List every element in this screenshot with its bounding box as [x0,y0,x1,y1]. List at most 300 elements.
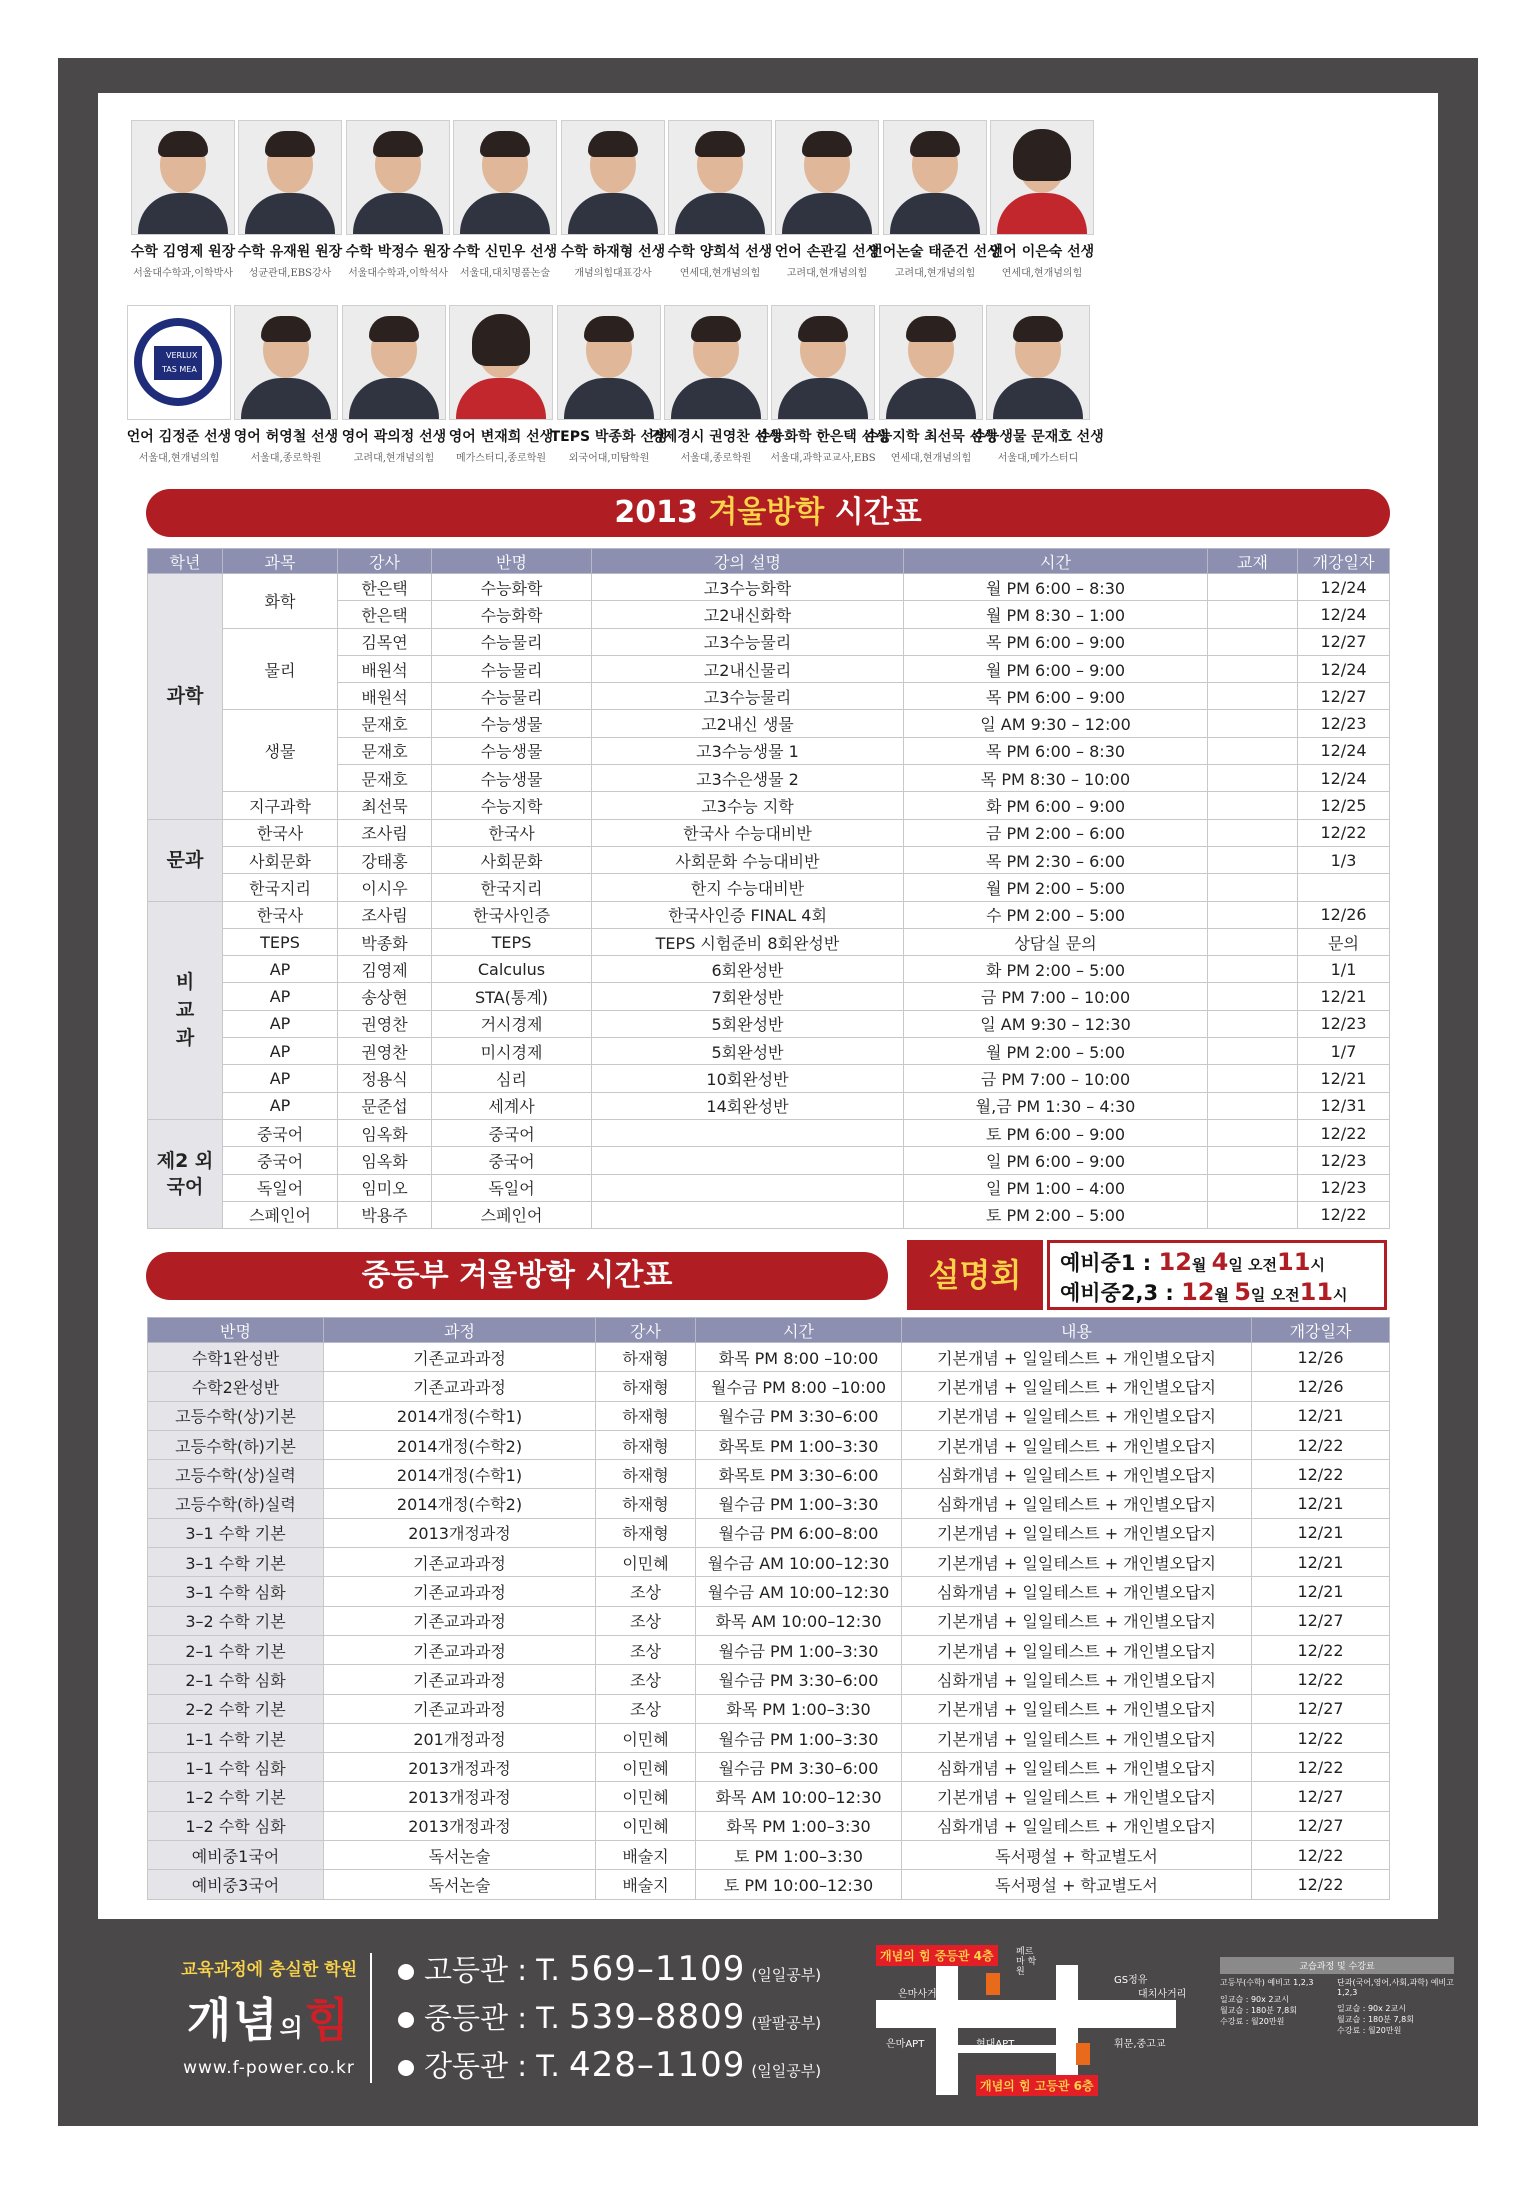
brand-block [144,1955,394,2078]
table-cell: 12/22 [1298,819,1390,846]
table-cell: 금 PM 7:00 – 10:00 [904,983,1208,1010]
class-name-cell: 3–1 수학 기본 [148,1548,324,1577]
table-cell: 강태홍 [338,846,432,873]
table-cell: 문의 [1298,928,1390,955]
table-cell: 하재형 [596,1372,696,1401]
table-cell: 심화개념 + 일일테스트 + 개인별오답지 [902,1489,1252,1518]
teacher-card [971,120,1113,279]
table-cell: 12/21 [1298,1065,1390,1092]
class-name-cell: 고등수학(상)기본 [148,1401,324,1430]
table-cell: 목 PM 6:00 – 9:00 [904,628,1208,655]
phone-mnemonic: (일일공부) [751,2062,822,2080]
table-cell: 조사림 [338,819,432,846]
map-place-4: 은마APT [886,2039,925,2050]
class-name-cell: 예비중3국어 [148,1870,324,1899]
teacher-credentials: 외국어대,미탐학원 [568,453,650,464]
teacher-body [993,378,1083,420]
table-cell: 토 PM 10:00–12:30 [696,1870,902,1899]
contact-row [398,2041,898,2089]
table-cell [1208,737,1298,764]
phone-number[interactable]: 539–8809 [568,1997,746,2037]
table-cell: 권영찬 [338,1038,432,1065]
table-cell: 월수금 AM 10:00–12:30 [696,1577,902,1606]
subject-cell: AP [223,956,338,983]
table-cell: 12/21 [1252,1577,1390,1606]
middle-timetable-banner [146,1252,888,1300]
table-cell: 월수금 AM 10:00–12:30 [696,1548,902,1577]
teacher-credentials: 서울대수학과,이학박사 [133,268,233,279]
table-cell: 고3수능 지학 [592,792,904,819]
teacher-name: 수학 양희석 선생 [667,244,773,260]
map-place-3: 대치사거리 [1138,1989,1187,2000]
table-cell: 12/22 [1252,1753,1390,1782]
table-cell: 이민혜 [596,1548,696,1577]
table-cell: 기존교과과정 [324,1577,596,1606]
table-cell: 5회완성반 [592,1010,904,1037]
teacher-name: 수능생물 문재호 선생 [972,429,1104,445]
location-map [876,1945,1248,2097]
contact-row [398,1993,898,2041]
table-cell [592,1201,904,1228]
group-cell: 제2 외국어 [148,1119,223,1228]
table-cell: 월 PM 2:00 – 5:00 [904,1038,1208,1065]
table-cell: 12/21 [1252,1401,1390,1430]
table-row [148,1010,1390,1037]
table-cell: 고2내신 생물 [592,710,904,737]
table-cell [1208,683,1298,710]
fee-table [1220,1957,1454,2036]
table-cell [592,1119,904,1146]
high-col-header: 과목 [223,549,338,574]
high-col-header: 시간 [904,549,1208,574]
table-cell: 12/24 [1298,765,1390,792]
teacher-name: 영어 곽의정 선생 [341,429,447,445]
table-cell: 월수금 PM 3:30–6:00 [696,1665,902,1694]
subject-cell: 중국어 [223,1147,338,1174]
teacher-credentials: 연세대,현개념의힘 [1001,268,1083,279]
table-cell: 12/22 [1298,1119,1390,1146]
table-cell: 목 PM 6:00 – 9:00 [904,683,1208,710]
teacher-hair [798,316,848,342]
table-cell [1208,1201,1298,1228]
teacher-credentials: 고려대,현개념의힘 [786,268,868,279]
seminar-notice [907,1240,1387,1310]
table-cell: 일 AM 9:30 – 12:30 [904,1010,1208,1037]
map-place-6: 휘문,중고교 [1114,2039,1166,2050]
table-cell: 독서논술 [324,1870,596,1899]
teacher-hair [906,316,956,342]
table-row [148,956,1390,983]
teacher-body [460,193,550,235]
teacher-body [245,193,335,235]
table-cell: STA(통계) [432,983,592,1010]
subject-cell: AP [223,1010,338,1037]
teacher-credentials: 메가스터디,종로학원 [455,453,547,464]
table-cell: 고2내신물리 [592,655,904,682]
teacher-hair [369,316,419,342]
table-row [148,1753,1390,1782]
table-cell: 수능생물 [432,765,592,792]
middle-timetable [147,1317,1390,1900]
table-cell [1208,928,1298,955]
table-cell: 월수금 PM 8:00 –10:00 [696,1372,902,1401]
table-cell: 수능화학 [432,601,592,628]
banner-year: 2013 [614,495,698,530]
table-cell: 문재호 [338,710,432,737]
table-cell: 1/1 [1298,956,1390,983]
teacher-body [886,378,976,420]
table-cell: 한국사 [432,819,592,846]
table-cell: 2014개정(수학2) [324,1489,596,1518]
teacher-body [564,378,654,420]
bullet-icon [398,2060,414,2076]
teacher-card [967,305,1109,464]
table-cell: 조상 [596,1606,696,1635]
class-name-cell: 1–1 수학 심화 [148,1753,324,1782]
subject-cell: AP [223,1092,338,1119]
table-cell: 12/31 [1298,1092,1390,1119]
table-cell: 세계사 [432,1092,592,1119]
teacher-name: 수학 유재원 원장 [237,244,343,260]
teacher-body [241,378,331,420]
high-col-header: 반명 [432,549,592,574]
table-cell: 수 PM 2:00 – 5:00 [904,901,1208,928]
table-cell: 이민혜 [596,1723,696,1752]
contact-label: 고등관 : T. [424,1953,569,1987]
table-cell: 기본개념 + 일일테스트 + 개인별오답지 [902,1518,1252,1547]
teacher-credentials: 개념의힘대표강사 [574,268,652,279]
table-cell: 월수금 PM 3:30–6:00 [696,1401,902,1430]
table-cell: 12/21 [1298,983,1390,1010]
high-col-header: 개강일자 [1298,549,1390,574]
subject-cell: 한국사 [223,901,338,928]
subject-cell: 스페인어 [223,1201,338,1228]
university-seal-icon [132,312,224,412]
teacher-name: 언어 이은숙 선생 [989,244,1095,260]
table-cell: 목 PM 2:30 – 6:00 [904,846,1208,873]
class-name-cell: 2–1 수학 기본 [148,1635,324,1664]
table-row [148,574,1390,601]
table-cell: 기본개념 + 일일테스트 + 개인별오답지 [902,1694,1252,1723]
table-cell: 2013개정과정 [324,1753,596,1782]
teacher-name: 언어 손관길 선생 [774,244,880,260]
table-cell: 12/21 [1252,1518,1390,1547]
group-cell: 문과 [148,819,223,901]
table-row [148,1038,1390,1065]
table-cell: 12/22 [1252,1460,1390,1489]
middle-col-header: 강사 [596,1318,696,1343]
table-row [148,928,1390,955]
table-cell: 김영제 [338,956,432,983]
table-cell: 12/22 [1252,1723,1390,1752]
table-cell: 금 PM 2:00 – 6:00 [904,819,1208,846]
table-cell: 12/23 [1298,1147,1390,1174]
table-row [148,1518,1390,1547]
table-cell: 월수금 PM 1:00–3:30 [696,1635,902,1664]
table-cell: 조상 [596,1635,696,1664]
table-row [148,1548,1390,1577]
class-name-cell: 1–2 수학 심화 [148,1811,324,1840]
table-cell: 화목 PM 1:00–3:30 [696,1811,902,1840]
table-cell: 기본개념 + 일일테스트 + 개인별오답지 [902,1782,1252,1811]
table-cell: 12/27 [1298,628,1390,655]
high-col-header: 교재 [1208,549,1298,574]
table-cell [1208,846,1298,873]
table-row [148,1489,1390,1518]
table-cell: 독서평설 + 학교별도서 [902,1870,1252,1899]
teacher-credentials: 성균관대,EBS강사 [248,268,332,279]
table-cell: 월 PM 6:00 – 9:00 [904,655,1208,682]
group-cell: 비교과 [148,901,223,1119]
table-cell: 고3수능물리 [592,628,904,655]
middle-banner-title: 중등부 겨울방학 시간표 [361,1258,673,1293]
table-cell: 기존교과과정 [324,1372,596,1401]
table-cell: 화 PM 2:00 – 5:00 [904,956,1208,983]
table-cell: 이시우 [338,874,432,901]
svg-text:VERI: VERI [166,351,185,360]
table-cell: 일 AM 9:30 – 12:00 [904,710,1208,737]
teacher-row-2 [98,305,1438,485]
class-name-cell: 2–2 수학 기본 [148,1694,324,1723]
table-cell: 정용식 [338,1065,432,1092]
table-cell: 화목토 PM 3:30–6:00 [696,1460,902,1489]
table-cell: 기본개념 + 일일테스트 + 개인별오답지 [902,1343,1252,1372]
table-cell: 월수금 PM 1:00–3:30 [696,1723,902,1752]
table-cell: 심화개념 + 일일테스트 + 개인별오답지 [902,1753,1252,1782]
teacher-credentials: 서울대,메가스터디 [997,453,1079,464]
subject-cell: 한국지리 [223,874,338,901]
middle-col-header: 시간 [696,1318,902,1343]
class-name-cell: 3–1 수학 심화 [148,1577,324,1606]
table-cell: 배원석 [338,683,432,710]
table-row [148,1782,1390,1811]
svg-text:LUX: LUX [182,351,198,360]
table-row [148,792,1390,819]
table-cell: 수능지학 [432,792,592,819]
table-row [148,1635,1390,1664]
table-row [148,1841,1390,1870]
table-row [148,1092,1390,1119]
table-cell: 임미오 [338,1174,432,1201]
subject-cell: AP [223,1065,338,1092]
table-cell: TEPS [432,928,592,955]
teacher-name: 경제경시 권영찬 선생 [650,429,782,445]
table-cell: 기존교과과정 [324,1606,596,1635]
teacher-credentials: 연세대,현개념의힘 [890,453,972,464]
middle-col-header: 과정 [324,1318,596,1343]
table-cell: 12/25 [1298,792,1390,819]
teacher-name: 수능화학 한은택 선생 [757,429,889,445]
table-cell: 목 PM 8:30 – 10:00 [904,765,1208,792]
class-name-cell: 3–2 수학 기본 [148,1606,324,1635]
contact-label: 강동관 : T. [424,2049,569,2083]
table-cell: 12/23 [1298,710,1390,737]
phone-number[interactable]: 569–1109 [568,1949,746,1989]
table-row [148,1343,1390,1372]
table-cell [1208,765,1298,792]
table-cell: 화목토 PM 1:00–3:30 [696,1430,902,1459]
table-cell: 배술지 [596,1841,696,1870]
middle-col-header: 개강일자 [1252,1318,1390,1343]
table-cell: 12/21 [1252,1489,1390,1518]
table-cell: 이민혜 [596,1782,696,1811]
class-name-cell: 1–1 수학 기본 [148,1723,324,1752]
table-cell: 12/27 [1252,1811,1390,1840]
table-cell: 독서논술 [324,1841,596,1870]
table-cell: 기존교과과정 [324,1343,596,1372]
table-cell: 10회완성반 [592,1065,904,1092]
table-cell: 2013개정과정 [324,1782,596,1811]
table-cell [1208,1119,1298,1146]
table-row [148,1430,1390,1459]
high-col-header: 강사 [338,549,432,574]
table-cell: 월,금 PM 1:30 – 4:30 [904,1092,1208,1119]
table-cell: 한은택 [338,574,432,601]
table-cell: 월 PM 8:30 – 1:00 [904,601,1208,628]
table-cell: 화목 PM 1:00–3:30 [696,1694,902,1723]
table-row [148,710,1390,737]
table-cell: 월수금 PM 1:00–3:30 [696,1489,902,1518]
table-row [148,874,1390,901]
table-cell: 심화개념 + 일일테스트 + 개인별오답지 [902,1577,1252,1606]
table-cell: 12/22 [1252,1841,1390,1870]
phone-number[interactable]: 428–1109 [568,2045,746,2085]
teacher-name: 수학 하재형 선생 [560,244,666,260]
table-cell: 6회완성반 [592,956,904,983]
table-cell: 기존교과과정 [324,1635,596,1664]
map-place-2: 은마사거리 [898,1989,947,2000]
table-cell: 하재형 [596,1518,696,1547]
subject-cell: 독일어 [223,1174,338,1201]
table-cell: 12/23 [1298,1174,1390,1201]
teacher-credentials: 서울대,과학교교사,EBS [770,453,876,464]
class-name-cell: 예비중1국어 [148,1841,324,1870]
teacher-name: 언어논술 태준건 선생 [869,244,1001,260]
teacher-name: 언어 김정준 선생 [126,429,232,445]
table-cell: 송상현 [338,983,432,1010]
high-col-header: 강의 설명 [592,549,904,574]
table-row [148,1401,1390,1430]
table-cell: 화목 PM 8:00 –10:00 [696,1343,902,1372]
teacher-hair [691,316,741,342]
banner-rest: 시간표 [834,495,922,530]
seminar-line-2: 예비중2,3 : 12월 5일 오전11시 [1060,1278,1348,1306]
website-link[interactable]: www.f-power.co.kr [183,2058,355,2078]
teacher-body [671,378,761,420]
table-cell: 임옥화 [338,1147,432,1174]
table-cell: 1/7 [1298,1038,1390,1065]
table-cell: 조상 [596,1665,696,1694]
subject-cell: 지구과학 [223,792,338,819]
table-cell: 화 PM 6:00 – 9:00 [904,792,1208,819]
table-row [148,1811,1390,1840]
table-cell: 2014개정(수학1) [324,1401,596,1430]
table-cell: TEPS 시험준비 8회완성반 [592,928,904,955]
teacher-body [456,378,546,420]
high-col-header: 학년 [148,549,223,574]
table-cell: 12/27 [1252,1606,1390,1635]
teacher-hair [695,131,745,157]
teacher-body [349,378,439,420]
table-cell [1298,874,1390,901]
table-cell: 심화개념 + 일일테스트 + 개인별오답지 [902,1460,1252,1489]
subject-cell: TEPS [223,928,338,955]
bullet-icon [398,1964,414,1980]
middle-col-header: 내용 [902,1318,1252,1343]
table-cell [1208,1174,1298,1201]
class-name-cell: 고등수학(상)실력 [148,1460,324,1489]
table-row [148,1723,1390,1752]
table-cell: 월수금 PM 3:30–6:00 [696,1753,902,1782]
teacher-name: 영어 허영철 선생 [233,429,339,445]
high-timetable-banner [146,489,1390,537]
teacher-credentials: 서울대,종로학원 [250,453,322,464]
table-cell: 12/26 [1298,901,1390,928]
teacher-photo [990,120,1094,235]
table-row [148,1870,1390,1899]
seminar-info [1047,1240,1387,1310]
table-row [148,1460,1390,1489]
teacher-hair [802,131,852,157]
teacher-body [675,193,765,235]
subject-cell: AP [223,1038,338,1065]
map-building-high-icon [1076,2043,1090,2065]
table-cell: 고3수은생물 2 [592,765,904,792]
table-cell: 목 PM 6:00 – 8:30 [904,737,1208,764]
table-cell: 하재형 [596,1430,696,1459]
table-row [148,1119,1390,1146]
teacher-hair [1013,316,1063,342]
phone-mnemonic: (팔팔공부) [751,2014,822,2032]
table-cell: 일 PM 6:00 – 9:00 [904,1147,1208,1174]
table-cell: 화목 AM 10:00–12:30 [696,1606,902,1635]
table-cell: 문준섭 [338,1092,432,1119]
table-cell: 수능생물 [432,737,592,764]
brand-tagline: 교육과정에 충실한 학원 [180,1960,358,1980]
teacher-hair [480,131,530,157]
table-row [148,1606,1390,1635]
table-cell [1208,1065,1298,1092]
table-cell: 한은택 [338,601,432,628]
table-cell [1208,1092,1298,1119]
table-cell: 수능화학 [432,574,592,601]
table-cell: 독서평설 + 학교별도서 [902,1841,1252,1870]
subject-cell: 물리 [223,628,338,710]
map-label-middle: 개념의 힘 중등관 4층 [876,1945,998,1966]
table-cell: 12/22 [1252,1870,1390,1899]
table-cell: 이민혜 [596,1811,696,1840]
table-cell: 기본개념 + 일일테스트 + 개인별오답지 [902,1606,1252,1635]
teacher-photo [986,305,1090,420]
teacher-credentials: 서울대,현개념의힘 [138,453,220,464]
table-cell: 12/21 [1252,1548,1390,1577]
table-cell: 기본개념 + 일일테스트 + 개인별오답지 [902,1401,1252,1430]
table-cell [1208,710,1298,737]
teacher-body [568,193,658,235]
fee-col-1: 고등부(수학) 예비고 1,2,3 일교습 : 90x 2교시 월교습 : 180분 7,8회 수강료 : 월20만원 [1220,1978,1314,2026]
table-cell: 하재형 [596,1343,696,1372]
map-place-1: GS정유 [1114,1975,1148,1986]
table-cell: 독일어 [432,1174,592,1201]
table-row [148,1174,1390,1201]
table-row [148,1694,1390,1723]
table-cell: 심화개념 + 일일테스트 + 개인별오답지 [902,1811,1252,1840]
table-cell: 기존교과과정 [324,1694,596,1723]
table-cell: 12/22 [1252,1430,1390,1459]
table-cell: 박용주 [338,1201,432,1228]
table-cell: 기본개념 + 일일테스트 + 개인별오답지 [902,1723,1252,1752]
teacher-hair [1013,129,1071,181]
